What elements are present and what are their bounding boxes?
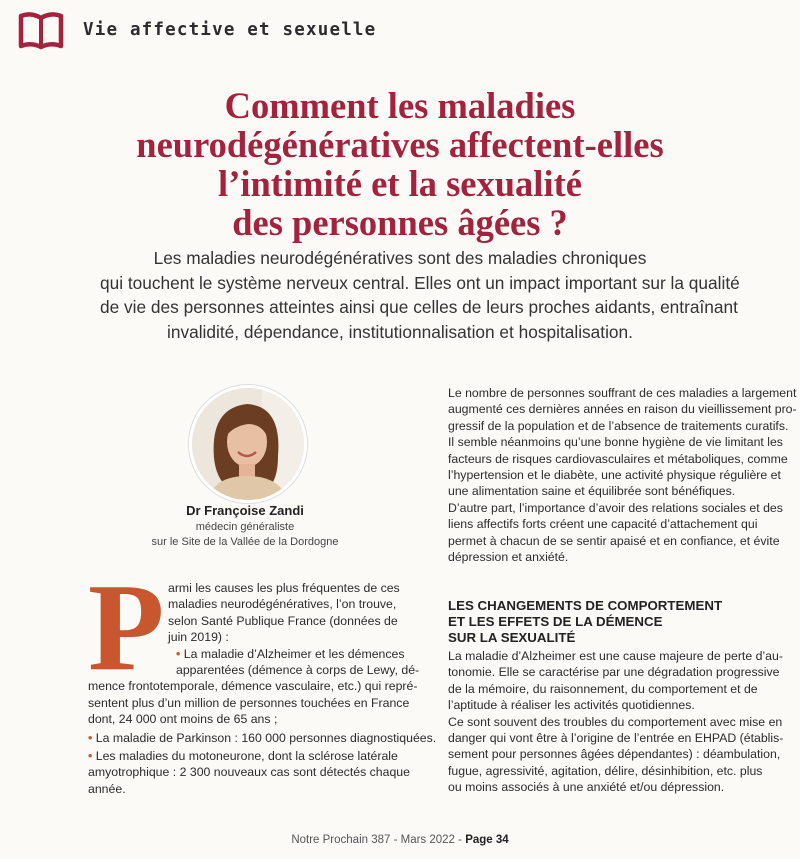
drop-cap: P xyxy=(88,559,165,697)
text-line xyxy=(88,748,418,764)
text-line: danger qui vont être à l’origine de l’entrée en EHPAD (établis- xyxy=(448,731,784,746)
text-line: apparentées (démence à corps de Lewy, dé- xyxy=(176,663,420,678)
article-title xyxy=(60,86,740,242)
bullet-text: Les maladies du motoneurone, dont la sclérose latérale xyxy=(95,749,398,764)
text-line xyxy=(88,646,418,662)
text-line: l’aptitude à réaliser les activités quotidiennes. xyxy=(448,698,695,713)
bullet-text: La maladie d’Alzheimer et les démences xyxy=(183,646,405,661)
paragraph xyxy=(448,385,797,434)
text-line: l’hypertension et le diabète, une activité physique régulière et xyxy=(448,468,781,483)
paragraph xyxy=(448,434,788,500)
page-footer xyxy=(0,834,800,846)
lead-line: qui touchent le système nerveux central. Elles ont un impact important sur la qualité xyxy=(100,272,740,293)
title-line: Comment les maladies xyxy=(224,85,576,126)
lead-line: de vie des personnes atteintes ainsi que celles de leurs proches aidants, entraînant xyxy=(100,297,738,318)
text-line: Ce sont souvent des troubles du comportement avec mise en xyxy=(448,714,783,729)
right-column xyxy=(448,385,797,565)
bullet-icon: • xyxy=(88,730,93,745)
text-line: permet à chacun de se sentir apaisé et en confiance, et évite xyxy=(448,533,780,548)
list-item xyxy=(88,646,418,728)
text-line: maladies neurodégénératives, l’on trouve, xyxy=(168,597,397,612)
heading-line: ET LES EFFETS DE LA DÉMENCE xyxy=(448,614,663,629)
paragraph xyxy=(448,714,784,796)
text-line: dépression et anxiété. xyxy=(448,550,569,565)
text-line xyxy=(88,730,437,746)
text-line: juin 2019) : xyxy=(168,630,229,645)
right-column-section xyxy=(448,648,784,796)
text-line: de la mémoire, du raisonnement, du comportement et de xyxy=(448,681,758,696)
text-line: fugue, agressivité, agitation, délire, désinhibition, etc. plus xyxy=(448,763,763,778)
bullet-icon: • xyxy=(88,749,93,764)
heading-line: LES CHANGEMENTS DE COMPORTEMENT xyxy=(448,598,723,613)
page-number: Page 34 xyxy=(465,834,509,846)
text-line: selon Santé Publique France (données de xyxy=(168,613,398,628)
text-line: facteurs de risques cardiovasculaires et métaboliques, comme xyxy=(448,451,788,466)
section-rubric xyxy=(17,10,376,50)
heading-line: SUR LA SEXUALITÉ xyxy=(448,630,576,645)
text-line: mence frontotemporale, démence vasculaire, etc.) qui repré- xyxy=(88,679,418,694)
author-affiliation: sur le Site de la Vallée de la Dordogne xyxy=(151,536,339,548)
text-line: une alimentation saine et équilibrée sont bénéfiques. xyxy=(448,484,736,499)
rubric-label: Vie affective et sexuelle xyxy=(83,20,377,40)
lead-line: Les maladies neurodégénératives sont des maladies chroniques xyxy=(153,248,647,268)
title-line: neurodégénératives affectent-elles xyxy=(136,124,664,165)
paragraph xyxy=(448,648,783,714)
text-line: liens affectifs forts créent une capacité d’attachement qui xyxy=(448,517,758,532)
intro-paragraph xyxy=(88,580,418,646)
text-line: augmenté ces dernières années en raison du vieillissement pro- xyxy=(448,402,797,417)
text-line: armi les causes les plus fréquentes de ces xyxy=(168,581,400,595)
left-column xyxy=(88,580,437,797)
section-heading xyxy=(448,598,778,646)
text-line: année. xyxy=(88,781,126,796)
bullet-icon: • xyxy=(176,646,181,661)
text-line: dont, 24 000 ont moins de 65 ans ; xyxy=(88,712,278,727)
author-role: médecin généraliste xyxy=(195,521,295,533)
paragraph xyxy=(448,500,783,566)
text-line: Le nombre de personnes souffrant de ces maladies a largement xyxy=(448,386,797,400)
text-line: Il semble néanmoins qu’une bonne hygiène de vie limitant les xyxy=(448,435,783,450)
text-line: gressif de la population et de l’absence de traitements curatifs. xyxy=(448,418,789,433)
text-line: La maladie d’Alzheimer est une cause majeure de perte d’au- xyxy=(448,649,783,663)
author-photo xyxy=(189,385,307,503)
title-line: l’intimité et la sexualité xyxy=(218,163,582,204)
text-line: tonomie. Elle se caractérise par une dégradation progressive xyxy=(448,665,780,680)
text-line: ou moins associés à une anxiété et/ou dépression. xyxy=(448,780,725,795)
text-line: sentent plus d’un million de personnes touchées en France xyxy=(88,695,410,710)
text-line: amyotrophique : 2 300 nouveaux cas sont détectés chaque xyxy=(88,765,410,780)
author-name: Dr Françoise Zandi xyxy=(186,503,304,518)
publication-info: Notre Prochain 387 - Mars 2022 - xyxy=(291,834,462,846)
text-line: D’autre part, l’importance d’avoir des relations sociales et des xyxy=(448,500,783,515)
title-line: des personnes âgées ? xyxy=(232,202,568,243)
list-item xyxy=(88,730,437,746)
list-item xyxy=(88,748,418,797)
text-line: sement pour personnes âgées dépendantes) : déambulation, xyxy=(448,747,781,762)
article-lead xyxy=(100,246,740,345)
bullet-text: La maladie de Parkinson : 160 000 personnes diagnostiquées. xyxy=(95,730,437,745)
lead-line: invalidité, dépendance, institutionnalisation et hospitalisation. xyxy=(167,322,633,343)
book-icon xyxy=(17,10,65,50)
